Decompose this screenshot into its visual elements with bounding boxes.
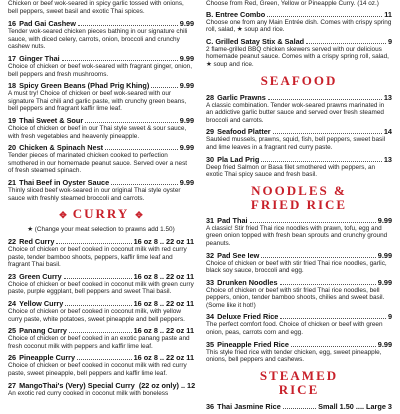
item-description: A must try! Choice of chicken or beef wok-seared with our signature Thai chili and garlic paste, with crunchy green beans, bell peppers and fragrant kaffir lime leaf. [8, 90, 187, 113]
item-price: 9.99 [179, 19, 194, 29]
dot-leader [261, 251, 375, 258]
dot-leader [56, 237, 131, 244]
dot-leader [77, 353, 131, 360]
item-description: Tender pieces of marinated chicken cooked to perfection smothered in our homemade peanut sauce. Served over a nest of fresh steamed spinach. [8, 152, 188, 175]
item-description: A classic combination. Tender wok-seared prawns marinated in an addictive garlic butter sauce and served over fresh steamed broccoli and carrots. [206, 101, 385, 124]
item-price: 9.99 [377, 339, 392, 349]
menu-item [206, 127, 392, 151]
menu-item [8, 299, 194, 323]
item-number: 28 [206, 92, 215, 102]
item-name: MangoThai's (Very) Special Curry [19, 380, 135, 390]
item-name: B. Entree Combo [206, 9, 266, 19]
item-description: Choose one from any Main Entrée dish. Comes with crispy spring roll, salad, ★ soup and rice. [206, 18, 392, 34]
item-name: Pad See Iew [217, 250, 260, 260]
item-name: C. Grilled Satay Stix & Salad [206, 36, 305, 46]
item-name: Chicken & Spinach Nest [19, 143, 104, 153]
item-price: 9.99 [377, 215, 392, 225]
item-number: 30 [206, 154, 215, 164]
item-description: Choose from Red, Green, Yellow or Pineapple Curry. (14 oz.) [206, 0, 379, 7]
item-number: 34 [206, 312, 215, 322]
item-name: Deluxe Fried Rice [217, 312, 279, 322]
dot-leader [69, 326, 132, 333]
item-sizes: 16 oz 8 .. 22 oz 11 [133, 326, 194, 336]
item-description: Choice of chicken or beef in our Thai style sweet & sour sauce, with fresh vegetables and heavenly pineapple. [8, 124, 187, 140]
dot-leader [291, 340, 376, 347]
item-description: A classic! Stir fried Thai rice noodles with prawn, tofu, egg and green onion topped with fresh bean sprouts and crunchy ground peanuts. [206, 224, 388, 247]
menu-item [206, 216, 392, 248]
item-description: Choice of chicken or beef cooked in coconut milk, with yellow curry paste, white potatoes, sweet pineapple and bell peppers. [8, 308, 185, 323]
item-name: Ginger Thai [19, 53, 60, 63]
menu-item [206, 93, 392, 125]
item-name: Panang Curry [19, 326, 67, 336]
dot-leader [306, 37, 386, 44]
item-name: Pineapple Curry [19, 353, 76, 363]
item-sizes: 16 oz 8 .. 22 oz 11 [133, 299, 194, 309]
menu-item [206, 155, 392, 179]
item-name: Pad Thai [217, 215, 248, 225]
item-number: 25 [8, 326, 17, 336]
item-name: Pla Lad Prig [217, 154, 260, 164]
dot-leader [105, 143, 178, 150]
item-description: Choice of chicken or beef with stir fried Thai rice noodles, garlic, black soy sauce, broccoli and egg. [206, 259, 387, 275]
menu-left-column [8, 0, 194, 400]
item-description: Choice of chicken or beef with stir fried Thai rice noodles, bell peppers, onion, tender bamboo shoots, chilies and sweet basil. (Some like it hot!) [206, 286, 385, 309]
item-number: 23 [8, 271, 17, 281]
menu-item [8, 326, 194, 350]
item-description: This style fried rice with tender chicken, egg, sweet pineapple, onions, bell peppers and cashews. [206, 348, 382, 364]
item-number: 35 [206, 339, 215, 349]
item-description: Choice of chicken or beef cooked in coconut milk with red curry paste, tender bamboo shoots, peppers, kaffir lime leaf and fragrant Thai basil. [8, 246, 187, 269]
menu-item [8, 19, 194, 51]
item-name: Yellow Curry [19, 299, 64, 309]
item-name: Green Curry [19, 271, 62, 281]
item-price: 9 [387, 312, 392, 322]
item-number: 22 [8, 237, 17, 247]
item-number: 29 [206, 127, 215, 137]
item-name: Seafood Platter [217, 127, 271, 137]
item-description: The perfect comfort food. Choice of chicken or beef with green onion, peas, carrots corn and egg. [206, 321, 383, 337]
item-price: 9.99 [377, 277, 392, 287]
menu-item [206, 340, 392, 364]
item-number: 21 [8, 177, 17, 187]
menu-item [8, 81, 194, 113]
menu-item [206, 312, 392, 336]
item-description: An exotic red curry cooked in coconut milk with boneless [8, 389, 169, 397]
item-number: 31 [206, 215, 215, 225]
item-price: 9.99 [179, 143, 194, 153]
menu-item [8, 272, 194, 296]
item-name: Thai Beef in Oyster Sauce [19, 177, 110, 187]
menu-item [8, 381, 194, 398]
dot-leader [151, 81, 178, 88]
combo-item [206, 37, 392, 69]
item-number: 36 [206, 401, 215, 411]
menu-item [8, 143, 194, 175]
item-name: Pad Gai Cashew [19, 19, 76, 29]
item-description: Choice of chicken or beef cooked in an exotic panang paste and fresh coconut milk with peppers and kaffir lime leaf. [8, 335, 190, 350]
menu-item [8, 54, 194, 78]
item-description: Deep fried Salmon or Basa filet smothered with peppers, an exotic Thai spicy sauce and fresh basil. [206, 163, 376, 179]
item-number: 20 [8, 143, 17, 153]
menu-item [206, 278, 392, 310]
item-price: 13 [383, 92, 392, 102]
item-description: Sautéed mussels, prawns, squid, fish, bell peppers, sweet basil and lime leaves in a fragrant red curry paste. [206, 136, 386, 151]
item-number: 18 [8, 81, 17, 91]
item-number: 27 [8, 380, 17, 390]
menu-item [8, 116, 194, 140]
dot-leader [268, 93, 382, 100]
item-name: Pineapple Fried Rice [217, 339, 289, 349]
item-sizes: 16 oz 8 .. 22 oz 11 [133, 271, 194, 281]
section-title-curry: ✥ CURRY ✥ [59, 206, 143, 222]
dot-leader [250, 216, 376, 223]
item-sizes: 16 oz 8 .. 22 oz 11 [133, 237, 194, 247]
item-price: 13 [383, 154, 392, 164]
dot-leader [62, 54, 178, 61]
item-description: Choice of chicken or beef cooked in coconut milk with red curry paste, sweet pineapple, bell peppers and kaffir lime leaf. [8, 362, 187, 378]
item-sizes: (22 oz only) .. 12 [138, 380, 196, 390]
item-price: 9.99 [179, 177, 194, 187]
dot-leader [111, 178, 178, 185]
item-number: 26 [8, 353, 17, 363]
section-title-steamed-rice: STEAMED RICE [259, 367, 339, 397]
section-title-noodles: NOODLES & FRIED RICE [250, 182, 348, 212]
item-description: Chicken or beef wok-seared in spicy garlic tossed with onions, bell peppers, sweet basil and exotic Thai spices. [8, 0, 184, 15]
item-description: 2 flame-grilled BBQ chicken skewers served with our delicious homemade peanut sauce. Comes with a crispy spring roll, salad, ★ soup and rice. [206, 45, 389, 68]
item-price: 9.99 [377, 250, 392, 260]
item-number: 19 [8, 115, 17, 125]
dot-leader [65, 299, 131, 306]
item-price: 9.99 [179, 53, 194, 63]
item-name: Thai Jasmine Rice [217, 401, 281, 411]
dot-leader [261, 155, 382, 162]
item-name: Red Curry [19, 237, 55, 247]
menu-item [8, 237, 194, 269]
section-title-seafood: SEAFOOD [260, 72, 338, 88]
item-description: Tender wok-seared chicken pieces bathing in our signature chili sauce, with diced celery, carrots, onion, broccoli and crunchy cashew nuts. [8, 28, 188, 51]
menu-item [206, 251, 392, 275]
item-description: Thinly sliced beef wok-seared in our original Thai style oyster sauce with freshly steamed broccoli and carrots. [8, 186, 181, 202]
flourish-icon: ✥ [59, 210, 67, 221]
combo-item [206, 10, 392, 34]
curry-note: ★ (Change your meat selection to prawns add 1.50) [27, 226, 175, 234]
item-description: Choice of chicken or beef wok-seared with fragrant ginger, onion, bell peppers and fresh mushrooms. [8, 62, 193, 78]
item-description: Choice of chicken or beef cooked in coconut milk with green curry paste, purple eggplant, bell peppers and sweet Thai basil. [8, 280, 194, 296]
item-price: 9.99 [179, 81, 194, 91]
item-price: 11 [384, 9, 392, 19]
dot-leader [283, 402, 316, 409]
dot-leader [280, 312, 386, 319]
item-number: 24 [8, 299, 17, 309]
item-sizes: Small 1.50 .... Large 3 [318, 401, 392, 411]
item-name: Spicy Green Beans (Phad Prig Khing) [19, 81, 150, 91]
item-number: 32 [206, 250, 215, 260]
item-sizes: 16 oz 8 .. 22 oz 11 [133, 353, 194, 363]
menu-right-column [206, 0, 392, 414]
menu-item [8, 178, 194, 202]
dot-leader [85, 116, 178, 123]
menu-item [8, 353, 194, 377]
item-name: Garlic Prawns [217, 92, 266, 102]
dot-leader [280, 278, 376, 285]
dot-leader [267, 10, 382, 17]
item-number: 33 [206, 277, 215, 287]
dot-leader [273, 127, 382, 134]
flourish-icon: ✥ [135, 210, 143, 221]
item-price: 9.99 [179, 115, 194, 125]
item-name: Thai Sweet & Sour [19, 115, 84, 125]
item-number: 17 [8, 53, 17, 63]
item-name: Drunken Noodles [217, 277, 278, 287]
item-price: 9 [387, 36, 392, 46]
dot-leader [64, 272, 132, 279]
dot-leader [78, 19, 178, 26]
item-price: 14 [383, 127, 392, 137]
item-number: 16 [8, 19, 17, 29]
menu-item [206, 402, 392, 411]
